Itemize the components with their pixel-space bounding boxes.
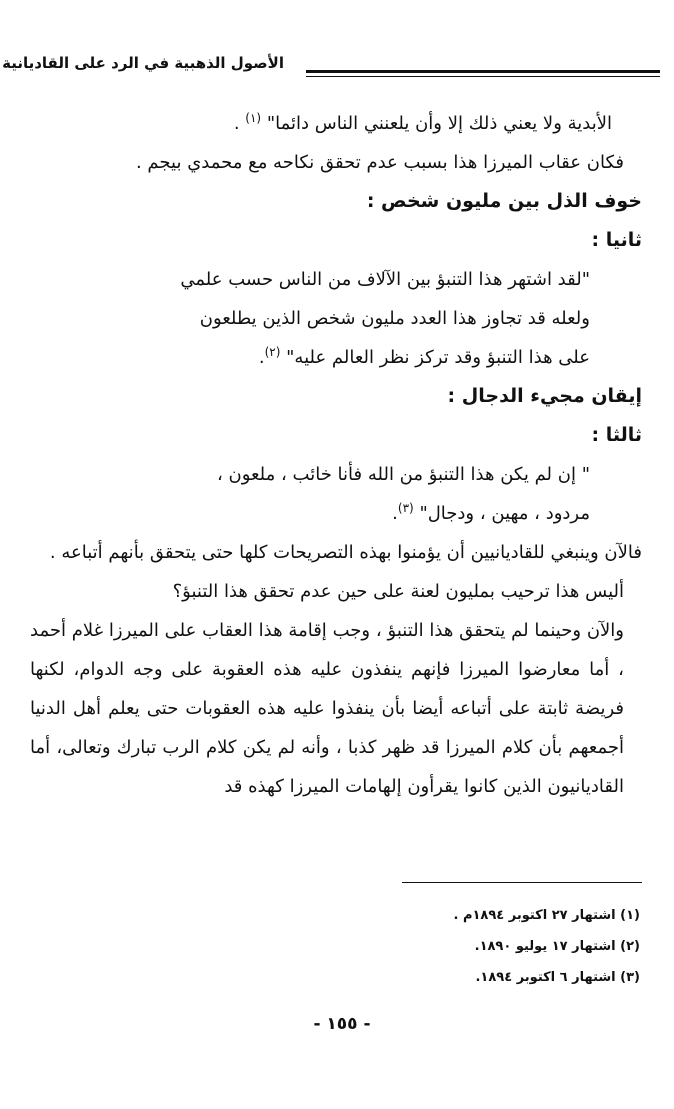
header-rule <box>306 70 660 73</box>
body-text <box>30 104 642 806</box>
section-label: ثانيا : <box>591 229 642 251</box>
quote-line: "لقد اشتهر هذا التنبؤ بين الآلاف من الناس حسب علمي <box>180 269 590 290</box>
paragraph: والآن وحينما لم يتحقق هذا التنبؤ ، وجب إقامة هذا العقاب على الميرزا غلام أحمد ، أما معارضوا الميرزا فإنهم ينفذون عليه هذه العقوبة على وجه الدوام، لكنها فريضة ثابتة على أتباعه أيضا بأن ينفذوا عليه هذه العقوبات حتى يعلم أهل الدنيا أجمعهم بأن كلام الميرزا قد ظهر كذبا ، وأنه لم يكن كلام الرب تبارك وتعالى، أما القاديانيون الذين كانوا يقرأون إلهامات الميرزا كهذه قد <box>30 620 624 797</box>
footnote: (٢) اشتهار ١٧ يوليو ١٨٩٠. <box>474 939 640 954</box>
footnote: (٣) اشتهار ٦ اكتوبر ١٨٩٤. <box>475 970 640 985</box>
quote-line: على هذا التنبؤ وقد تركز نظر العالم عليه" $^{(٢)}$. <box>258 345 590 368</box>
header-rule-thin <box>306 76 660 77</box>
paragraph: فكان عقاب الميرزا هذا بسبب عدم تحقق نكاحه مع محمدي بيجم . <box>135 152 624 173</box>
running-header: الأصول الذهبية في الرد على القاديانية <box>2 54 284 72</box>
quote-text: مردود ، مهين ، ودجال" <box>413 503 590 524</box>
footnotes <box>320 900 640 993</box>
footnote-ref: (١) <box>245 111 262 125</box>
footnote-ref: (٢) <box>264 345 281 359</box>
section-label: ثالثا : <box>591 424 642 446</box>
quote-line: " إن لم يكن هذا التنبؤ من الله فأنا خائب ، ملعون ، <box>216 464 590 485</box>
paragraph: فالآن وينبغي للقاديانيين أن يؤمنوا بهذه التصريحات كلها حتى يتحقق بأنهم أتباعه . <box>49 542 642 563</box>
footnote: (١) اشتهار ٢٧ اكتوبر ١٨٩٤م . <box>453 908 640 923</box>
footnote-separator <box>402 882 642 883</box>
section-heading: خوف الذل بين مليون شخص : <box>366 190 642 212</box>
footnote-ref: (٣) <box>397 501 414 515</box>
quote-line: مردود ، مهين ، ودجال" $^{(٣)}$. <box>392 501 590 524</box>
page-number: - ١٥٥ - <box>313 1014 371 1034</box>
quote-text: على هذا التنبؤ وقد تركز نظر العالم عليه" <box>280 347 590 368</box>
paragraph: أليس هذا ترحيب بمليون لعنة على حين عدم تحقق هذا التنبؤ؟ <box>172 581 624 602</box>
paragraph-text: الأبدية ولا يعني ذلك إلا وأن يلعنني الناس دائما" <box>261 113 612 134</box>
quote-line: ولعله قد تجاوز هذا العدد مليون شخص الذين يطلعون <box>199 308 590 329</box>
section-heading: إيقان مجيء الدجال : <box>447 385 642 407</box>
paragraph: الأبدية ولا يعني ذلك إلا وأن يلعنني الناس دائما" $^{(١)}$ . <box>233 111 612 134</box>
